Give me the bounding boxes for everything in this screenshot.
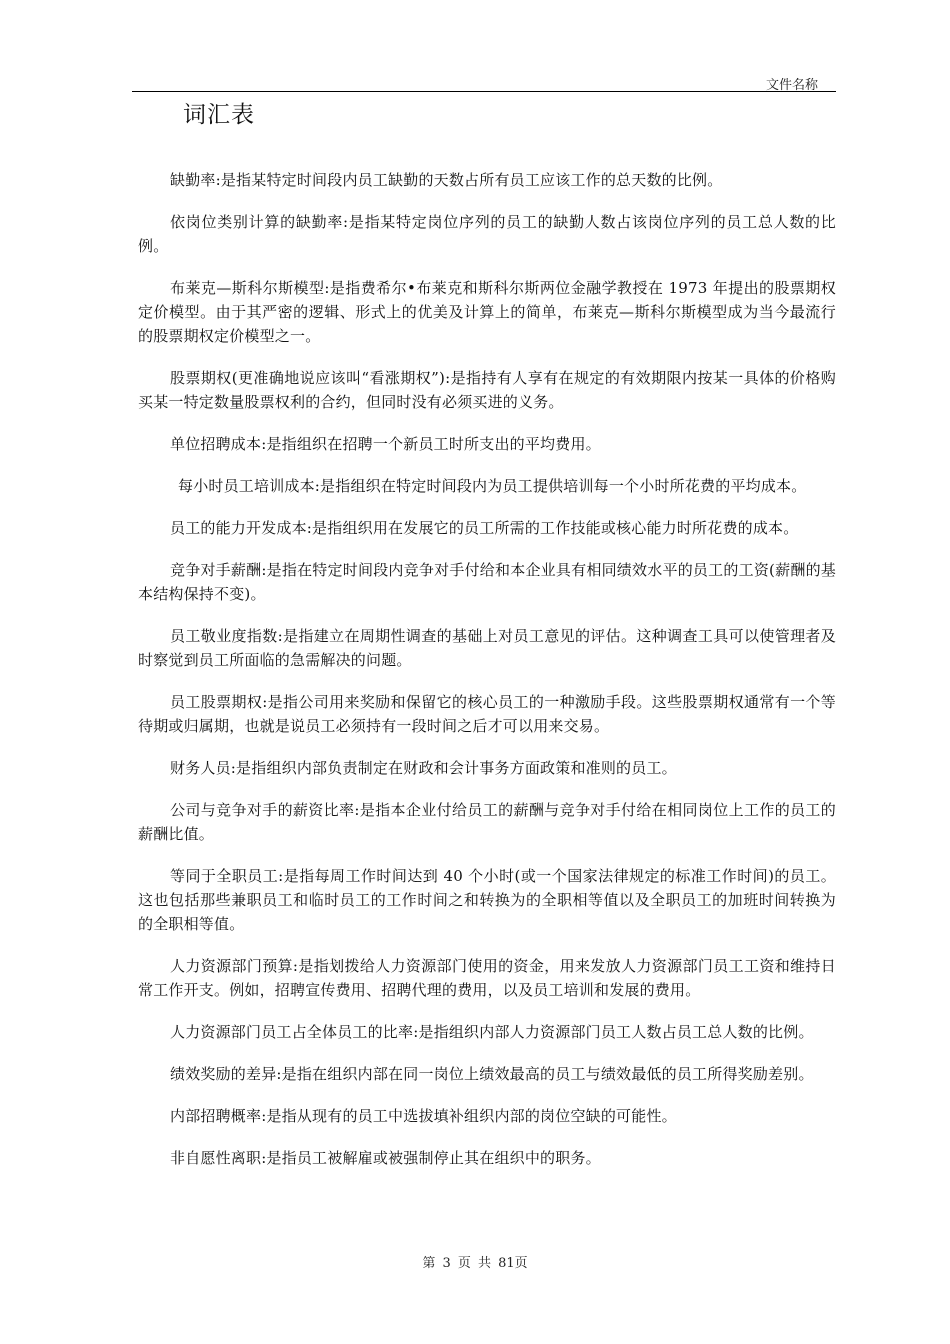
glossary-entry: 股票期权(更准确地说应该叫“看涨期权”):是指持有人享有在规定的有效期限内按某一具体的价格购买某一特定数量股票权利的合约，但同时没有必须买进的义务。 bbox=[138, 369, 836, 411]
glossary-entry: 财务人员:是指组织内部负责制定在财政和会计事务方面政策和准则的员工。 bbox=[170, 759, 677, 777]
glossary-entry: 布莱克—斯科尔斯模型:是指费希尔•布莱克和斯科尔斯两位金融学教授在 1973 年提出的股票期权定价模型。由于其严密的逻辑、形式上的优美及计算上的简单，布莱克—斯科尔斯模型成为当今最流行的股票期权定价模型之一。 bbox=[138, 279, 836, 345]
glossary-entry: 依岗位类别计算的缺勤率:是指某特定岗位序列的员工的缺勤人数占该岗位序列的员工总人数的比例。 bbox=[138, 213, 836, 255]
glossary-entry: 绩效奖励的差异:是指在组织内部在同一岗位上绩效最高的员工与绩效最低的员工所得奖励差别。 bbox=[170, 1065, 814, 1083]
header-rule bbox=[132, 91, 836, 92]
page-number: 第 3 页 共 81页 bbox=[422, 1256, 528, 1271]
glossary-entry: 员工的能力开发成本:是指组织用在发展它的员工所需的工作技能或核心能力时所花费的成本。 bbox=[170, 519, 799, 537]
header-file-name: 文件名称 bbox=[765, 78, 818, 93]
glossary-entry: 非自愿性离职:是指员工被解雇或被强制停止其在组织中的职务。 bbox=[170, 1149, 601, 1167]
glossary-entry: 公司与竞争对手的薪资比率:是指本企业付给员工的薪酬与竞争对手付给在相同岗位上工作的员工的薪酬比值。 bbox=[138, 801, 836, 843]
glossary-entry: 员工敬业度指数:是指建立在周期性调查的基础上对员工意见的评估。这种调查工具可以使管理者及时察觉到员工所面临的急需解决的问题。 bbox=[138, 627, 836, 669]
glossary-entry: 缺勤率:是指某特定时间段内员工缺勤的天数占所有员工应该工作的总天数的比例。 bbox=[170, 171, 723, 189]
glossary-entry: 员工股票期权:是指公司用来奖励和保留它的核心员工的一种激励手段。这些股票期权通常有一个等待期或归属期，也就是说员工必须持有一段时间之后才可以用来交易。 bbox=[138, 693, 836, 735]
glossary-entry: 人力资源部门预算:是指划拨给人力资源部门使用的资金，用来发放人力资源部门员工工资和维持日常工作开支。例如，招聘宣传费用、招聘代理的费用，以及员工培训和发展的费用。 bbox=[138, 957, 836, 999]
page-title: 词汇表 bbox=[183, 102, 255, 128]
glossary-entry: 等同于全职员工:是指每周工作时间达到 40 个小时(或一个国家法律规定的标准工作时间)的员工。这也包括那些兼职员工和临时员工的工作时间之和转换为的全职相等值以及全职员工的加班时间转换为的全职相等值。 bbox=[138, 867, 836, 933]
glossary-entry: 竞争对手薪酬:是指在特定时间段内竞争对手付给和本企业具有相同绩效水平的员工的工资(薪酬的基本结构保持不变)。 bbox=[138, 561, 836, 603]
glossary-entry: 内部招聘概率:是指从现有的员工中选拔填补组织内部的岗位空缺的可能性。 bbox=[170, 1107, 677, 1125]
glossary-entry: 每小时员工培训成本:是指组织在特定时间段内为员工提供培训每一个小时所花费的平均成本。 bbox=[178, 477, 807, 495]
glossary-list bbox=[138, 168, 836, 1188]
glossary-entry: 单位招聘成本:是指组织在招聘一个新员工时所支出的平均费用。 bbox=[170, 435, 601, 453]
glossary-entry: 人力资源部门员工占全体员工的比率:是指组织内部人力资源部门员工人数占员工总人数的比例。 bbox=[170, 1023, 814, 1041]
